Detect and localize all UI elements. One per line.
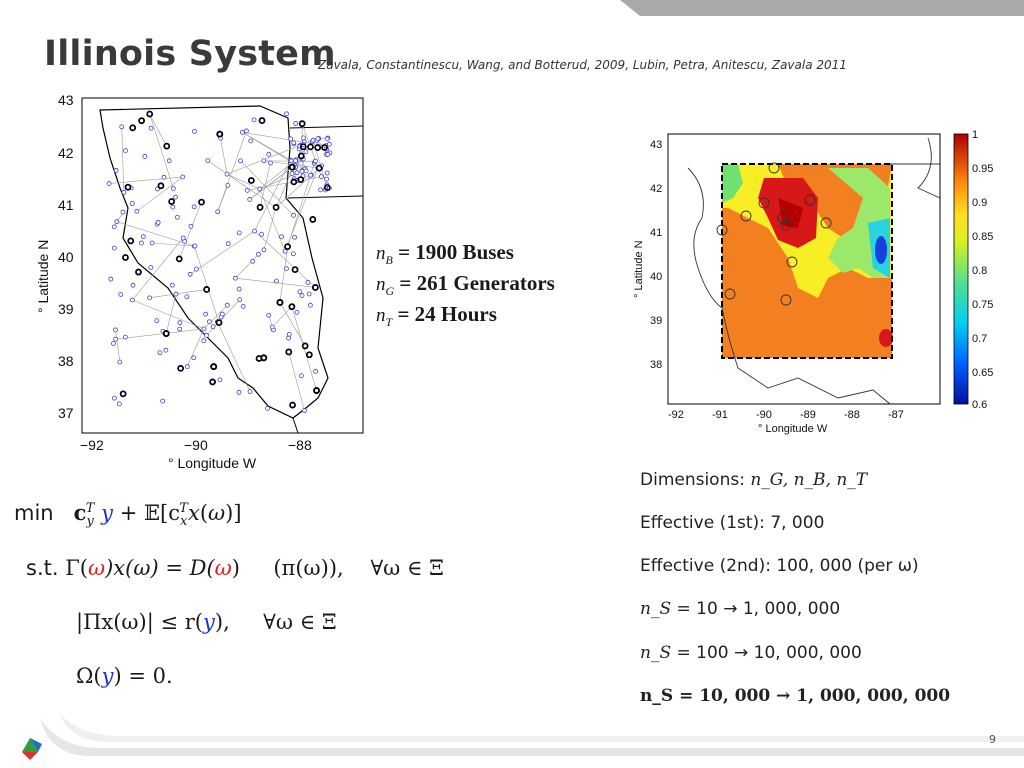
xtick-label: −90 <box>184 437 208 453</box>
objective-line: min $c_y^T$ $y + 𝔼[c_x^Tx(\omega)]$ <box>14 500 242 530</box>
right-yticks <box>650 139 662 371</box>
bus-node <box>121 210 125 214</box>
svg-text:1: 1 <box>972 129 979 141</box>
ytick-label: 39 <box>58 301 74 317</box>
bus-node <box>171 187 175 191</box>
dim-row-1: Dimensions: n_G, n_B, n_T <box>640 470 868 490</box>
right-xlabel: ° Longitude W <box>758 423 828 435</box>
right-xticks <box>668 409 904 421</box>
bus-node <box>119 292 123 296</box>
bus-node <box>178 327 182 331</box>
bus-node <box>162 175 166 179</box>
bus-node <box>290 171 294 175</box>
bus-node <box>204 312 208 316</box>
bus-node <box>174 195 178 199</box>
xtick-label: −88 <box>288 437 312 453</box>
dim-row-2: Effective (1st): 7, 000 <box>640 513 825 533</box>
bus-node <box>248 197 252 201</box>
svg-text:0.65: 0.65 <box>972 367 994 379</box>
bus-node <box>225 303 229 307</box>
bus-node <box>226 242 230 246</box>
stat-buses: $n_B = 1900$ Buses <box>376 240 514 268</box>
bus-node <box>299 374 303 378</box>
bus-node <box>260 232 264 236</box>
svg-text:41: 41 <box>650 227 663 239</box>
header-bar <box>0 0 1024 20</box>
bus-node <box>262 248 266 252</box>
bus-node <box>149 126 153 130</box>
bus-node <box>325 177 329 181</box>
bus-node <box>115 220 119 224</box>
constraint-omega: Ω(y) = 0. <box>76 664 173 688</box>
bus-node <box>216 210 220 214</box>
svg-text:-88: -88 <box>844 409 860 421</box>
svg-text:0.6: 0.6 <box>972 399 988 411</box>
bus-node <box>306 280 310 284</box>
stat-generators: $n_G = 261$ Generators <box>376 271 555 299</box>
bus-node <box>114 337 118 341</box>
bus-node <box>193 129 197 133</box>
bus-node <box>170 283 174 287</box>
bus-node <box>207 320 211 324</box>
svg-text:38: 38 <box>650 359 663 371</box>
stat-hours: $n_T = 24$ Hours <box>376 302 497 330</box>
svg-text:43: 43 <box>650 139 663 151</box>
bus-node <box>239 159 243 163</box>
constraint-bounds: |Πx(ω)| ≤ r(y), ∀ω ∈ Ξ <box>76 610 337 634</box>
bus-node <box>226 183 230 187</box>
bus-node <box>112 396 116 400</box>
bus-node <box>130 298 134 302</box>
bus-node <box>268 161 272 165</box>
bus-node <box>326 152 330 156</box>
bus-node <box>279 235 283 239</box>
argonne-logo-icon <box>22 738 42 760</box>
bus-node <box>171 205 175 209</box>
bus-node <box>304 150 308 154</box>
bus-node <box>238 298 242 302</box>
bus-node <box>285 112 289 116</box>
illinois-bus-map <box>28 88 373 476</box>
bus-node <box>284 267 288 271</box>
bus-node <box>289 159 293 163</box>
svg-text:42: 42 <box>650 183 663 195</box>
bus-node <box>107 182 111 186</box>
bus-node <box>319 175 323 179</box>
bus-node <box>308 173 312 177</box>
bus-node <box>295 310 299 314</box>
bus-node <box>155 319 159 323</box>
svg-text:0.75: 0.75 <box>972 299 994 311</box>
ytick-label: 37 <box>58 405 74 421</box>
bus-node <box>111 342 115 346</box>
bus-node <box>292 141 296 145</box>
bus-node <box>211 325 215 329</box>
bus-node <box>123 335 127 339</box>
bus-node <box>122 190 126 194</box>
ytick-label: 41 <box>58 197 74 213</box>
bus-node <box>161 399 165 403</box>
bus-node <box>117 402 121 406</box>
bus-node <box>291 252 295 256</box>
ytick-label: 40 <box>58 249 74 265</box>
bus-node <box>270 325 274 329</box>
colorbar <box>954 134 968 404</box>
bus-node <box>307 292 311 296</box>
bus-node <box>325 137 329 141</box>
bus-node <box>302 136 306 140</box>
bus-node <box>148 296 152 300</box>
bus-node <box>218 378 222 382</box>
right-ylabel: ° Latitude N <box>633 240 645 298</box>
bus-node <box>237 287 241 291</box>
bus-node <box>124 149 128 153</box>
bus-node <box>325 171 329 175</box>
svg-text:-90: -90 <box>756 409 772 421</box>
bus-node <box>185 295 189 299</box>
bus-node <box>287 336 291 340</box>
bus-node <box>249 139 253 143</box>
left-xlabel: ° Longitude W <box>168 455 257 471</box>
bus-node <box>248 390 252 394</box>
xtick-label: −92 <box>80 437 104 453</box>
bus-node <box>298 290 302 294</box>
bus-node <box>167 159 171 163</box>
bus-node <box>206 159 210 163</box>
bus-node <box>245 188 249 192</box>
bus-node <box>292 213 296 217</box>
dim-row-6: n_S = 10, 000 → 1, 000, 000, 000 <box>640 686 951 706</box>
bus-node <box>237 231 241 235</box>
bus-node <box>266 406 270 410</box>
bus-node <box>194 267 198 271</box>
dim-row-5: n_S = 100 → 10, 000, 000 <box>640 643 862 663</box>
bus-node <box>233 276 237 280</box>
svg-text:-87: -87 <box>888 409 904 421</box>
bus-node <box>202 339 206 343</box>
constraint-balance: s.t. Γ(ω)x(ω) = D(ω) (π(ω)), ∀ω ∈ Ξ <box>26 556 444 580</box>
bus-node <box>244 129 248 133</box>
bus-node <box>252 118 256 122</box>
bus-node <box>112 246 116 250</box>
bus-node <box>262 159 266 163</box>
footer-swoosh <box>0 708 1024 768</box>
bus-node <box>313 159 317 163</box>
bus-node <box>118 360 122 364</box>
bus-node <box>158 351 162 355</box>
bus-node <box>202 327 206 331</box>
svg-text:0.9: 0.9 <box>972 197 988 209</box>
bus-node <box>314 369 318 373</box>
bus-node <box>251 259 255 263</box>
bus-node <box>267 313 271 317</box>
bus-node <box>316 137 320 141</box>
bus-node <box>240 130 244 134</box>
bus-node <box>139 241 143 245</box>
bus-node <box>109 277 113 281</box>
bus-node <box>189 224 193 228</box>
bus-node <box>304 169 308 173</box>
bus-node <box>237 390 241 394</box>
bus-node <box>185 365 189 369</box>
bus-node <box>175 215 179 219</box>
page-title: Illinois System <box>44 34 336 74</box>
svg-text:0.7: 0.7 <box>972 333 988 345</box>
svg-text:-91: -91 <box>712 409 728 421</box>
bus-node <box>135 209 139 213</box>
dim-row-3: Effective (2nd): 100, 000 (per ω) <box>640 556 919 576</box>
bus-node <box>174 292 178 296</box>
page-number: 9 <box>989 733 996 746</box>
left-yticks <box>58 92 74 421</box>
svg-text:0.8: 0.8 <box>972 265 988 277</box>
bus-node <box>293 235 297 239</box>
bus-node <box>294 121 298 125</box>
bus-node <box>256 252 260 256</box>
bus-node <box>192 205 196 209</box>
bus-node <box>120 125 124 129</box>
bus-node <box>205 333 209 337</box>
bus-node <box>241 304 245 308</box>
left-xticks <box>80 437 312 453</box>
bus-node <box>131 283 135 287</box>
svg-text:0.95: 0.95 <box>972 163 994 175</box>
svg-text:-89: -89 <box>800 409 816 421</box>
bus-node <box>293 159 297 163</box>
bus-node <box>308 303 312 307</box>
bus-node <box>112 225 116 229</box>
ytick-label: 43 <box>58 92 74 108</box>
bus-node <box>113 328 117 332</box>
bus-node <box>302 409 306 413</box>
citation: Zavala, Constantinescu, Wang, and Botterud, 2009, Lubin, Petra, Anitescu, Zavala 2011 <box>318 58 847 72</box>
bus-node <box>130 201 134 205</box>
bus-node <box>267 152 271 156</box>
bus-node <box>143 154 147 158</box>
bus-node <box>114 168 118 172</box>
bus-node <box>150 241 154 245</box>
bus-node <box>253 229 257 233</box>
bus-node <box>192 356 196 360</box>
bus-node <box>181 175 185 179</box>
bus-node <box>220 312 224 316</box>
bus-node <box>178 321 182 325</box>
colorbar-ticks <box>972 129 993 411</box>
bus-node <box>295 171 299 175</box>
left-ylabel: ° Latitude N <box>35 239 51 313</box>
bus-node <box>181 236 185 240</box>
bus-node <box>300 169 304 173</box>
svg-text:0.85: 0.85 <box>972 231 994 243</box>
bus-node <box>141 235 145 239</box>
bus-node <box>300 294 304 298</box>
bus-node <box>274 279 278 283</box>
svg-text:40: 40 <box>650 271 663 283</box>
ytick-label: 42 <box>58 145 74 161</box>
bus-node <box>149 265 153 269</box>
svg-text:-92: -92 <box>668 409 684 421</box>
bus-node <box>311 138 315 142</box>
bus-node <box>288 137 292 141</box>
bus-node <box>258 187 262 191</box>
bus-node <box>156 220 160 224</box>
ytick-label: 38 <box>58 353 74 369</box>
bus-node <box>188 272 192 276</box>
bus-node <box>225 172 229 176</box>
bus-node <box>319 188 323 192</box>
dim-row-4: n_S = 10 → 1, 000, 000 <box>640 599 841 619</box>
svg-text:39: 39 <box>650 315 663 327</box>
bus-node <box>193 244 197 248</box>
bus-node <box>164 348 168 352</box>
correlation-heatmap <box>628 128 1004 440</box>
